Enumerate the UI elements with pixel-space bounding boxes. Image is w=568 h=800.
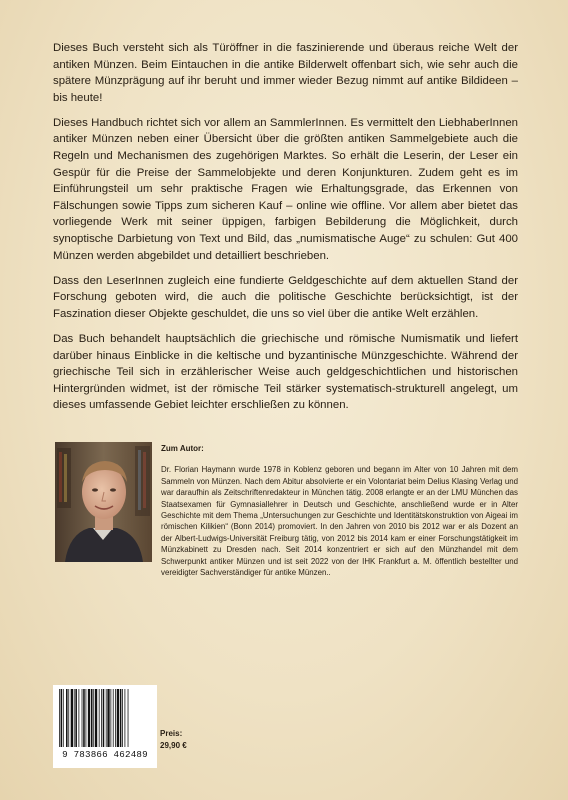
blurb-paragraph-1: Dieses Buch versteht sich als Türöffner in die faszinierende und überaus reiche Welt der antiken Münzen. Beim Eintauchen in die antike Bilderwelt offenbart sich, wie sehr auch die spätere Münzprägung auf ihr beruht und immer wieder Bezug nimmt auf antike Bildideen – bis heute! [53,42,518,104]
isbn-barcode [53,685,157,768]
barcode-bar [91,689,93,747]
isbn-digits: 9 783866 462489 [62,749,148,760]
barcode-bar [83,689,85,747]
price-label: Preis: [160,729,183,738]
barcode-bar [128,689,129,747]
barcode-bar [59,689,60,747]
author-bio: Dr. Florian Haymann wurde 1978 in Koblenz geboren und begann im Alter von 10 Jahren mit dem Sammeln von Münzen. Nach dem Abitur absolvierte er ein Volontariat beim Delius Klasing Verlag und war daraufhin als Zeitschriftenredakteur in München tätig. 2008 erlangte er an der LMU München das Staatsexamen für Gymnasiallehrer in Deutsch und Geschichte, anschließend wurde er in Alter Geschichte mit dem Thema „Untersuchungen zur Geschichte und Identitätskonstruktion von Aigeai im römischen Kilikien“ (Bonn 2014) promoviert. In den Jahren von 2010 bis 2012 war er als Dozent an der Albert-Ludwigs-Universität Freiburg tätig, von 2012 bis 2014 kam er einer Forschungstätigkeit im Münzkabinett zu Dresden nach. Seit 2014 konzentriert er sich auf den Münzhandel mit dem Schwerpunkt antiker Münzen und ist seit 2022 von der IHK Frankfurt a. M. öffentlich bestellter und vereidigter Sachverständiger für antike Münzen.. [161,465,518,578]
barcode-bar [99,689,100,747]
barcode-bar [101,689,102,747]
barcode-bar [61,689,63,747]
barcode-bar [88,689,90,747]
barcode-bar [120,689,122,747]
barcode-bar [95,689,97,747]
barcode-bar [75,689,77,747]
barcode-bar [93,689,94,747]
author-heading: Zum Autor: [161,444,204,453]
barcode-bar [107,689,109,747]
blurb-text [53,40,518,422]
barcode-bar [117,689,119,747]
barcode-bar [82,689,83,747]
barcode-bar [122,689,123,747]
blurb-paragraph-4: Das Buch behandelt hauptsächlich die griechische und römische Numismatik und liefert darüber hinaus Einblicke in die keltische und byzantinische Münzgeschichte. Während der griechische Teil sich in erzählerischer Weise auch geldgeschichtlichen und historischen Hintergründen widmet, ist der römische Teil stärker systematisch-strukturell angelegt, um dieses umfassende Gebiet leichter erschließen zu können. [53,333,518,412]
barcode-bar [125,689,126,747]
barcode-bar [66,689,68,747]
barcode-bar [68,689,69,747]
author-info [161,443,518,578]
author-portrait-icon [55,442,152,562]
barcode-bar [113,689,114,747]
barcode-icon [57,689,153,749]
barcode-bar [115,689,116,747]
barcode-bar [110,689,111,747]
barcode-bar [79,689,80,747]
barcode-bar [63,689,64,747]
barcode-bar [71,689,73,747]
author-portrait-photo [55,442,152,562]
blurb-paragraph-3: Dass den LeserInnen zugleich eine fundierte Geldgeschichte auf dem aktuellen Stand der Forschung geboten wird, die auch die politische Geschichte berücksichtigt, ist der Faszination dieser Objekte geschuldet, die uns so viel über die antike Welt erzählen. [53,274,518,320]
barcode-bar [103,689,105,747]
barcode-bar [86,689,87,747]
barcode-bar [74,689,75,747]
price-value: 29,90 € [160,741,187,750]
barcode-bar [106,689,107,747]
blurb-paragraph-2: Dieses Handbuch richtet sich vor allem an SammlerInnen. Es vermittelt den LiebhaberInnen antiker Münzen neben einer Übersicht über die größten antiken Sammelgebiete auch die Regeln und Mechanismen des zugehörigen Marktes. So erhält die Leserin, der Leser ein Gespür für die Preise der Sammelobjekte und deren Konjunkturen. Zudem geht es im Einführungsteil um sehr praktische Fragen wie Erhaltungsgrade, das Erkennen von Fälschungen sowie Tipps zum sicheren Kauf – online wie offline. Vor allem aber bietet das vorliegende Werk mit seiner üppigen, farbigen Bebilderung die Möglichkeit, durch synoptische Darbietung von Text und Bild, das „numismatische Auge“ zu schulen: Gut 400 Münzen werden abgebildet und detailliert beschrieben. [53,116,518,262]
price-info [160,728,187,752]
